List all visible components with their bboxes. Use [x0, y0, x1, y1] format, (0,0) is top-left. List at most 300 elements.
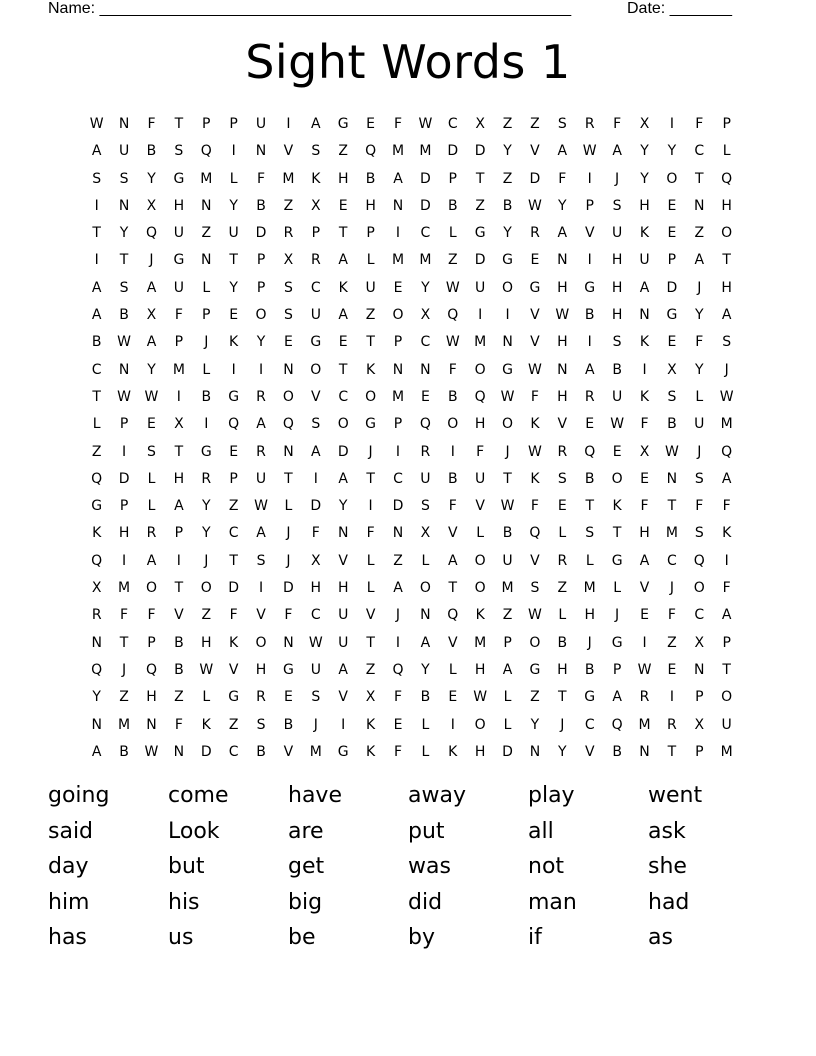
grid-cell[interactable]: K: [639, 334, 650, 351]
grid-cell[interactable]: E: [366, 116, 376, 132]
grid-cell[interactable]: I: [231, 361, 236, 378]
grid-cell[interactable]: J: [724, 361, 729, 378]
grid-cell[interactable]: I: [368, 498, 373, 515]
grid-cell[interactable]: E: [667, 661, 677, 678]
grid-cell[interactable]: S: [311, 689, 321, 706]
grid-cell[interactable]: H: [146, 689, 157, 706]
grid-cell[interactable]: Y: [147, 170, 156, 187]
grid-cell[interactable]: L: [476, 525, 485, 542]
grid-cell[interactable]: D: [419, 170, 431, 187]
grid-cell[interactable]: E: [557, 498, 567, 515]
grid-cell[interactable]: N: [337, 525, 349, 542]
grid-cell[interactable]: Z: [694, 225, 705, 242]
grid-cell[interactable]: W: [89, 116, 104, 132]
grid-cell[interactable]: L: [366, 580, 375, 597]
grid-cell[interactable]: P: [311, 225, 321, 242]
grid-cell[interactable]: T: [119, 252, 129, 269]
grid-cell[interactable]: A: [146, 552, 157, 569]
grid-cell[interactable]: B: [174, 634, 184, 651]
grid-cell[interactable]: V: [283, 143, 294, 160]
grid-cell[interactable]: C: [420, 334, 431, 351]
grid-cell[interactable]: C: [694, 607, 705, 624]
grid-cell[interactable]: L: [421, 552, 430, 569]
grid-cell[interactable]: V: [530, 143, 540, 160]
grid-cell[interactable]: L: [503, 689, 512, 706]
grid-cell[interactable]: L: [366, 552, 375, 569]
grid-cell[interactable]: G: [584, 279, 596, 296]
grid-cell[interactable]: T: [174, 580, 184, 597]
grid-cell[interactable]: Z: [201, 607, 212, 624]
grid-cell[interactable]: B: [502, 525, 513, 542]
grid-cell[interactable]: G: [200, 443, 212, 460]
grid-cell[interactable]: F: [448, 498, 457, 515]
grid-cell[interactable]: C: [393, 470, 403, 487]
grid-cell[interactable]: G: [502, 252, 513, 269]
grid-cell[interactable]: I: [122, 443, 127, 460]
grid-cell[interactable]: E: [229, 307, 239, 324]
grid-cell[interactable]: V: [475, 498, 485, 515]
grid-cell[interactable]: L: [147, 470, 156, 487]
grid-cell[interactable]: A: [338, 661, 348, 678]
grid-cell[interactable]: Y: [229, 197, 238, 214]
grid-cell[interactable]: N: [173, 743, 185, 760]
grid-cell[interactable]: D: [529, 170, 541, 187]
grid-cell[interactable]: Y: [695, 361, 704, 378]
grid-cell[interactable]: H: [557, 279, 568, 296]
grid-cell[interactable]: A: [721, 470, 732, 487]
grid-cell[interactable]: Q: [145, 661, 157, 678]
grid-cell[interactable]: X: [146, 197, 157, 214]
grid-cell[interactable]: I: [286, 116, 291, 132]
grid-cell[interactable]: W: [418, 116, 433, 132]
grid-cell[interactable]: N: [639, 307, 650, 324]
grid-cell[interactable]: H: [474, 743, 486, 760]
grid-cell[interactable]: H: [173, 197, 185, 214]
grid-cell[interactable]: Q: [584, 443, 596, 460]
grid-cell[interactable]: Z: [228, 498, 239, 515]
grid-cell[interactable]: W: [528, 361, 542, 378]
grid-cell[interactable]: V: [228, 661, 239, 678]
grid-cell[interactable]: G: [529, 279, 541, 296]
grid-cell[interactable]: B: [119, 307, 129, 324]
grid-cell[interactable]: J: [615, 170, 620, 187]
grid-cell[interactable]: B: [584, 470, 595, 487]
grid-cell[interactable]: W: [144, 743, 159, 760]
grid-cell[interactable]: Y: [201, 525, 211, 542]
grid-cell[interactable]: S: [119, 279, 129, 296]
grid-cell[interactable]: H: [337, 580, 349, 597]
grid-cell[interactable]: M: [391, 143, 405, 160]
grid-cell[interactable]: W: [500, 498, 515, 515]
grid-cell[interactable]: X: [311, 552, 321, 569]
grid-cell[interactable]: A: [584, 361, 595, 378]
grid-cell[interactable]: V: [584, 743, 595, 760]
grid-cell[interactable]: L: [202, 361, 211, 378]
grid-cell[interactable]: C: [91, 361, 102, 378]
grid-cell[interactable]: A: [338, 252, 348, 269]
grid-cell[interactable]: F: [722, 498, 731, 515]
grid-cell[interactable]: Q: [282, 416, 294, 433]
grid-cell[interactable]: D: [419, 197, 431, 214]
grid-cell[interactable]: B: [447, 197, 458, 214]
grid-cell[interactable]: P: [695, 689, 704, 706]
grid-cell[interactable]: A: [557, 143, 568, 160]
grid-cell[interactable]: Y: [503, 225, 512, 242]
grid-cell[interactable]: S: [530, 580, 540, 597]
grid-cell[interactable]: H: [200, 634, 212, 651]
grid-cell[interactable]: B: [283, 716, 294, 733]
grid-cell[interactable]: H: [474, 416, 486, 433]
grid-cell[interactable]: H: [639, 197, 650, 214]
grid-cell[interactable]: R: [420, 443, 431, 460]
grid-cell[interactable]: T: [722, 252, 731, 269]
grid-cell[interactable]: Y: [256, 334, 266, 351]
grid-cell[interactable]: Q: [474, 388, 486, 405]
grid-cell[interactable]: A: [721, 307, 732, 324]
grid-cell[interactable]: U: [475, 279, 486, 296]
grid-cell[interactable]: F: [640, 416, 649, 433]
grid-cell[interactable]: I: [450, 443, 455, 460]
grid-cell[interactable]: S: [612, 334, 622, 351]
grid-cell[interactable]: T: [366, 634, 375, 651]
grid-cell[interactable]: T: [174, 116, 184, 132]
grid-cell[interactable]: L: [448, 661, 457, 678]
grid-cell[interactable]: D: [474, 252, 486, 269]
grid-cell[interactable]: H: [173, 470, 185, 487]
grid-cell[interactable]: D: [392, 498, 404, 515]
grid-cell[interactable]: Q: [392, 661, 404, 678]
grid-cell[interactable]: O: [419, 580, 431, 597]
grid-cell[interactable]: O: [200, 580, 212, 597]
grid-cell[interactable]: X: [420, 525, 431, 542]
grid-cell[interactable]: K: [612, 498, 622, 515]
grid-cell[interactable]: X: [91, 580, 102, 597]
grid-cell[interactable]: Z: [228, 716, 239, 733]
grid-cell[interactable]: N: [201, 197, 212, 214]
grid-cell[interactable]: W: [555, 307, 570, 324]
grid-cell[interactable]: D: [474, 143, 486, 160]
grid-cell[interactable]: V: [174, 607, 184, 624]
grid-cell[interactable]: V: [530, 307, 540, 324]
grid-cell[interactable]: S: [311, 416, 321, 433]
grid-cell[interactable]: N: [392, 361, 404, 378]
grid-cell[interactable]: Z: [365, 661, 376, 678]
grid-cell[interactable]: W: [117, 388, 131, 405]
grid-cell[interactable]: U: [255, 116, 267, 132]
grid-cell[interactable]: C: [420, 225, 431, 242]
name-field[interactable]: Name: _____________________________________________________: [48, 0, 572, 17]
grid-cell[interactable]: R: [283, 225, 294, 242]
grid-cell[interactable]: B: [584, 307, 595, 324]
grid-cell[interactable]: T: [338, 225, 348, 242]
grid-cell[interactable]: S: [283, 279, 293, 296]
grid-cell[interactable]: Y: [338, 498, 348, 515]
grid-cell[interactable]: P: [695, 743, 704, 760]
grid-cell[interactable]: I: [587, 170, 592, 187]
grid-cell[interactable]: X: [283, 252, 294, 269]
grid-cell[interactable]: N: [557, 252, 568, 269]
grid-cell[interactable]: F: [393, 689, 403, 706]
grid-cell[interactable]: F: [393, 743, 403, 760]
grid-cell[interactable]: N: [283, 361, 294, 378]
grid-cell[interactable]: B: [447, 470, 458, 487]
grid-cell[interactable]: S: [92, 170, 102, 187]
grid-cell[interactable]: U: [611, 225, 623, 242]
grid-cell[interactable]: U: [338, 634, 349, 651]
grid-cell[interactable]: H: [611, 307, 623, 324]
grid-cell[interactable]: N: [91, 634, 102, 651]
grid-cell[interactable]: A: [393, 170, 403, 187]
grid-cell[interactable]: Z: [447, 252, 458, 269]
grid-cell[interactable]: R: [256, 689, 266, 706]
grid-cell[interactable]: T: [503, 470, 512, 487]
grid-cell[interactable]: A: [338, 307, 348, 324]
grid-cell[interactable]: W: [473, 689, 488, 706]
grid-cell[interactable]: V: [256, 607, 266, 624]
grid-cell[interactable]: F: [147, 607, 156, 624]
grid-cell[interactable]: A: [694, 252, 705, 269]
grid-cell[interactable]: I: [642, 634, 647, 651]
grid-cell[interactable]: X: [475, 116, 485, 132]
grid-cell[interactable]: A: [639, 552, 650, 569]
grid-cell[interactable]: B: [201, 388, 212, 405]
grid-cell[interactable]: O: [474, 552, 486, 569]
grid-cell[interactable]: A: [91, 743, 102, 760]
grid-cell[interactable]: Q: [91, 470, 103, 487]
grid-cell[interactable]: E: [585, 416, 595, 433]
grid-cell[interactable]: N: [639, 743, 650, 760]
grid-cell[interactable]: S: [174, 143, 184, 160]
grid-cell[interactable]: E: [667, 225, 677, 242]
grid-cell[interactable]: J: [560, 716, 565, 733]
grid-cell[interactable]: E: [147, 416, 156, 433]
grid-cell[interactable]: V: [311, 388, 321, 405]
grid-cell[interactable]: X: [146, 307, 157, 324]
grid-cell[interactable]: E: [448, 689, 458, 706]
grid-cell[interactable]: P: [585, 197, 594, 214]
grid-cell[interactable]: R: [557, 552, 568, 569]
grid-cell[interactable]: L: [421, 716, 430, 733]
grid-cell[interactable]: I: [669, 116, 674, 132]
grid-cell[interactable]: J: [204, 552, 209, 569]
grid-cell[interactable]: G: [228, 388, 240, 405]
grid-cell[interactable]: Z: [475, 197, 485, 214]
grid-cell[interactable]: A: [612, 143, 622, 160]
grid-cell[interactable]: P: [229, 116, 238, 132]
grid-cell[interactable]: O: [502, 416, 514, 433]
grid-cell[interactable]: Q: [447, 307, 459, 324]
grid-cell[interactable]: S: [119, 170, 129, 187]
grid-cell[interactable]: C: [228, 525, 239, 542]
grid-cell[interactable]: G: [173, 252, 185, 269]
grid-cell[interactable]: R: [584, 388, 595, 405]
grid-cell[interactable]: K: [92, 525, 102, 542]
grid-cell[interactable]: U: [502, 552, 513, 569]
grid-cell[interactable]: Y: [667, 143, 677, 160]
grid-cell[interactable]: C: [338, 388, 349, 405]
grid-cell[interactable]: W: [528, 443, 542, 460]
grid-cell[interactable]: O: [502, 279, 514, 296]
grid-cell[interactable]: W: [528, 197, 542, 214]
grid-cell[interactable]: S: [147, 443, 156, 460]
grid-cell[interactable]: I: [724, 552, 729, 569]
grid-cell[interactable]: K: [639, 388, 650, 405]
grid-cell[interactable]: Y: [558, 743, 567, 760]
grid-cell[interactable]: A: [146, 334, 157, 351]
grid-cell[interactable]: O: [474, 580, 486, 597]
grid-cell[interactable]: P: [722, 634, 731, 651]
grid-cell[interactable]: S: [283, 307, 293, 324]
grid-cell[interactable]: U: [173, 279, 184, 296]
grid-cell[interactable]: U: [694, 416, 705, 433]
grid-cell[interactable]: D: [447, 143, 459, 160]
date-field[interactable]: Date: _______: [627, 0, 732, 17]
grid-cell[interactable]: A: [612, 689, 622, 706]
grid-cell[interactable]: A: [91, 143, 102, 160]
grid-cell[interactable]: Z: [667, 634, 677, 651]
grid-cell[interactable]: B: [612, 361, 622, 378]
grid-cell[interactable]: I: [395, 443, 401, 460]
grid-cell[interactable]: A: [338, 470, 348, 487]
grid-cell[interactable]: N: [91, 716, 102, 733]
grid-cell[interactable]: A: [91, 307, 102, 324]
grid-cell[interactable]: P: [202, 307, 211, 324]
grid-cell[interactable]: A: [447, 552, 458, 569]
grid-cell[interactable]: I: [669, 689, 674, 706]
grid-cell[interactable]: H: [639, 525, 650, 542]
grid-cell[interactable]: S: [311, 143, 321, 160]
grid-cell[interactable]: C: [447, 116, 458, 132]
grid-cell[interactable]: P: [202, 116, 211, 132]
grid-cell[interactable]: M: [391, 252, 405, 269]
grid-cell[interactable]: T: [612, 525, 622, 542]
grid-cell[interactable]: L: [147, 498, 156, 515]
grid-cell[interactable]: A: [557, 225, 568, 242]
grid-cell[interactable]: I: [258, 361, 264, 378]
grid-cell[interactable]: M: [474, 334, 487, 351]
grid-cell[interactable]: D: [200, 743, 212, 760]
grid-cell[interactable]: L: [284, 498, 293, 515]
grid-cell[interactable]: I: [176, 552, 181, 569]
grid-cell[interactable]: L: [722, 143, 731, 160]
grid-cell[interactable]: W: [117, 334, 131, 351]
grid-cell[interactable]: Y: [558, 197, 567, 214]
grid-cell[interactable]: R: [557, 443, 568, 460]
grid-cell[interactable]: G: [173, 170, 185, 187]
grid-cell[interactable]: Q: [693, 552, 705, 569]
grid-cell[interactable]: I: [176, 388, 181, 405]
grid-cell[interactable]: A: [256, 416, 266, 433]
grid-cell[interactable]: J: [149, 252, 154, 269]
grid-cell[interactable]: I: [341, 716, 346, 733]
grid-cell[interactable]: O: [721, 689, 733, 706]
grid-cell[interactable]: Y: [421, 279, 430, 296]
grid-cell[interactable]: C: [694, 143, 705, 160]
grid-cell[interactable]: E: [667, 334, 677, 351]
grid-cell[interactable]: W: [637, 661, 652, 678]
grid-cell[interactable]: M: [720, 743, 733, 760]
grid-cell[interactable]: U: [639, 252, 650, 269]
grid-cell[interactable]: H: [255, 661, 267, 678]
grid-cell[interactable]: F: [174, 716, 183, 733]
grid-cell[interactable]: F: [476, 443, 485, 460]
grid-cell[interactable]: M: [501, 580, 514, 597]
grid-cell[interactable]: V: [338, 689, 348, 706]
grid-cell[interactable]: D: [283, 580, 294, 597]
grid-cell[interactable]: V: [557, 416, 568, 433]
grid-cell[interactable]: S: [585, 525, 595, 542]
grid-cell[interactable]: R: [256, 443, 266, 460]
grid-cell[interactable]: P: [612, 661, 622, 678]
grid-cell[interactable]: C: [667, 552, 677, 569]
grid-cell[interactable]: Z: [119, 689, 129, 706]
grid-cell[interactable]: F: [695, 498, 704, 515]
grid-cell[interactable]: N: [502, 334, 513, 351]
grid-cell[interactable]: I: [395, 225, 401, 242]
grid-cell[interactable]: R: [256, 388, 266, 405]
grid-cell[interactable]: V: [283, 743, 294, 760]
grid-cell[interactable]: I: [94, 197, 99, 214]
grid-cell[interactable]: G: [584, 689, 596, 706]
grid-cell[interactable]: H: [557, 388, 568, 405]
grid-cell[interactable]: X: [311, 197, 321, 214]
grid-cell[interactable]: N: [420, 607, 431, 624]
grid-cell[interactable]: N: [392, 197, 404, 214]
grid-cell[interactable]: S: [557, 116, 567, 132]
grid-cell[interactable]: N: [557, 361, 568, 378]
grid-cell[interactable]: Y: [503, 143, 512, 160]
grid-cell[interactable]: I: [204, 416, 209, 433]
grid-cell[interactable]: X: [694, 634, 705, 651]
grid-cell[interactable]: Z: [393, 552, 403, 569]
grid-cell[interactable]: L: [92, 416, 101, 433]
grid-cell[interactable]: F: [530, 498, 539, 515]
grid-cell[interactable]: J: [615, 607, 620, 624]
grid-cell[interactable]: L: [558, 607, 567, 624]
grid-cell[interactable]: W: [445, 279, 460, 296]
grid-cell[interactable]: F: [558, 170, 567, 187]
grid-cell[interactable]: Q: [447, 607, 459, 624]
grid-cell[interactable]: G: [91, 498, 103, 515]
grid-cell[interactable]: M: [474, 634, 487, 651]
grid-cell[interactable]: B: [667, 416, 677, 433]
grid-cell[interactable]: H: [721, 197, 732, 214]
grid-cell[interactable]: N: [118, 361, 130, 378]
grid-cell[interactable]: E: [284, 689, 293, 706]
grid-cell[interactable]: D: [337, 443, 349, 460]
grid-cell[interactable]: T: [229, 552, 238, 569]
grid-cell[interactable]: N: [420, 361, 431, 378]
grid-cell[interactable]: D: [255, 225, 267, 242]
grid-cell[interactable]: Z: [502, 607, 513, 624]
grid-cell[interactable]: M: [309, 743, 322, 760]
grid-cell[interactable]: N: [694, 661, 705, 678]
grid-cell[interactable]: T: [284, 470, 293, 487]
grid-cell[interactable]: M: [720, 416, 733, 433]
grid-cell[interactable]: U: [721, 716, 732, 733]
grid-cell[interactable]: E: [393, 279, 403, 296]
grid-cell[interactable]: F: [120, 607, 129, 624]
grid-cell[interactable]: L: [421, 743, 430, 760]
grid-cell[interactable]: L: [202, 279, 211, 296]
grid-cell[interactable]: W: [582, 143, 597, 160]
grid-cell[interactable]: V: [584, 225, 595, 242]
grid-cell[interactable]: T: [92, 225, 101, 242]
grid-cell[interactable]: I: [587, 334, 592, 351]
grid-cell[interactable]: Q: [611, 716, 623, 733]
grid-cell[interactable]: M: [638, 716, 651, 733]
grid-cell[interactable]: T: [92, 388, 101, 405]
